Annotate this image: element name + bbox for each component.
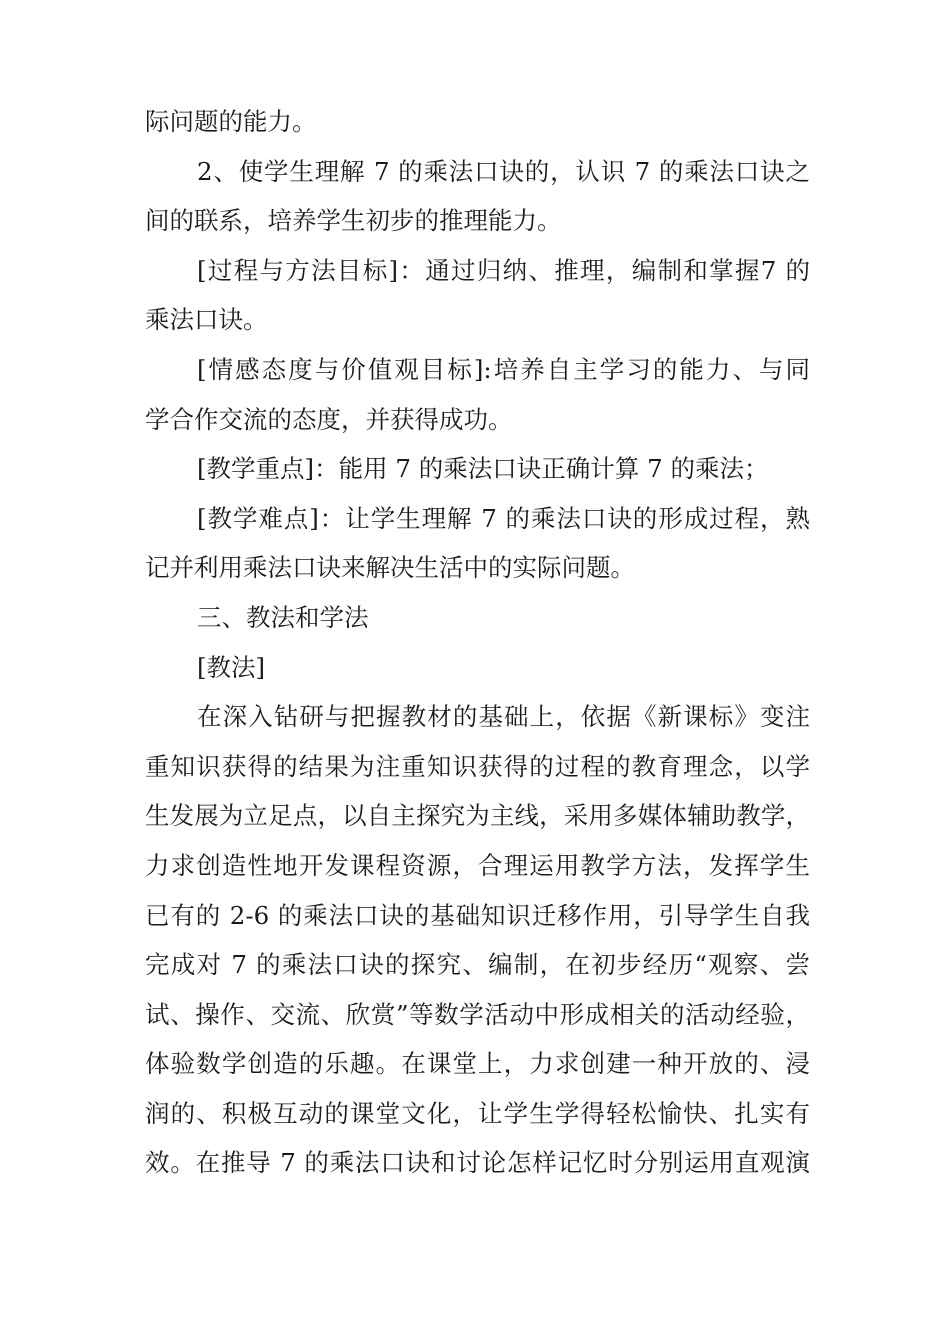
text-line: [情感态度与价值观目标]:培养自主学习的能力、与同 [197, 354, 810, 384]
text-line: 间的联系，培养学生初步的推理能力。 [145, 206, 562, 236]
text-line: 学合作交流的态度，并获得成功。 [145, 404, 513, 434]
text-line: [教学难点]：让学生理解 7 的乘法口诀的形成过程，熟 [197, 503, 810, 533]
text-line: 效。在推导 7 的乘法口诀和讨论怎样记忆时分别运用直观演 [145, 1148, 810, 1178]
text-line: 乘法口诀。 [145, 305, 268, 335]
text-line: 体验数学创造的乐趣。在课堂上，力求创建一种开放的、浸 [145, 1049, 810, 1079]
text-line: 力求创造性地开发课程资源，合理运用教学方法，发挥学生 [145, 850, 810, 880]
text-line: 记并利用乘法口诀来解决生活中的实际问题。 [145, 553, 635, 583]
text-line: 际问题的能力。 [145, 107, 317, 136]
subsection-heading: [教法] [197, 652, 266, 682]
text-line: [教学重点]：能用 7 的乘法口诀正确计算 7 的乘法； [197, 454, 769, 484]
text-line: 在深入钻研与把握教材的基础上，依据《新课标》变注 [197, 702, 810, 732]
text-line: 已有的 2-6 的乘法口诀的基础知识迁移作用，引导学生自我 [145, 900, 810, 930]
text-line: 2、使学生理解 7 的乘法口诀的，认识 7 的乘法口诀之 [197, 156, 810, 186]
text-line: [过程与方法目标]：通过归纳、推理，编制和掌握7 的 [197, 255, 810, 285]
section-heading: 三、教法和学法 [197, 602, 369, 632]
text-line: 生发展为立足点，以自主探究为主线，采用多媒体辅助教学， [145, 801, 810, 831]
text-line: 重知识获得的结果为注重知识获得的过程的教育理念，以学 [145, 751, 810, 781]
document-body [145, 97, 810, 1188]
text-line: 试、操作、交流、欣赏”等数学活动中形成相关的活动经验， [145, 999, 810, 1029]
text-line: 润的、积极互动的课堂文化，让学生学得轻松愉快、扎实有 [145, 1098, 810, 1128]
text-line: 完成对 7 的乘法口诀的探究、编制，在初步经历“观察、尝 [145, 950, 810, 980]
